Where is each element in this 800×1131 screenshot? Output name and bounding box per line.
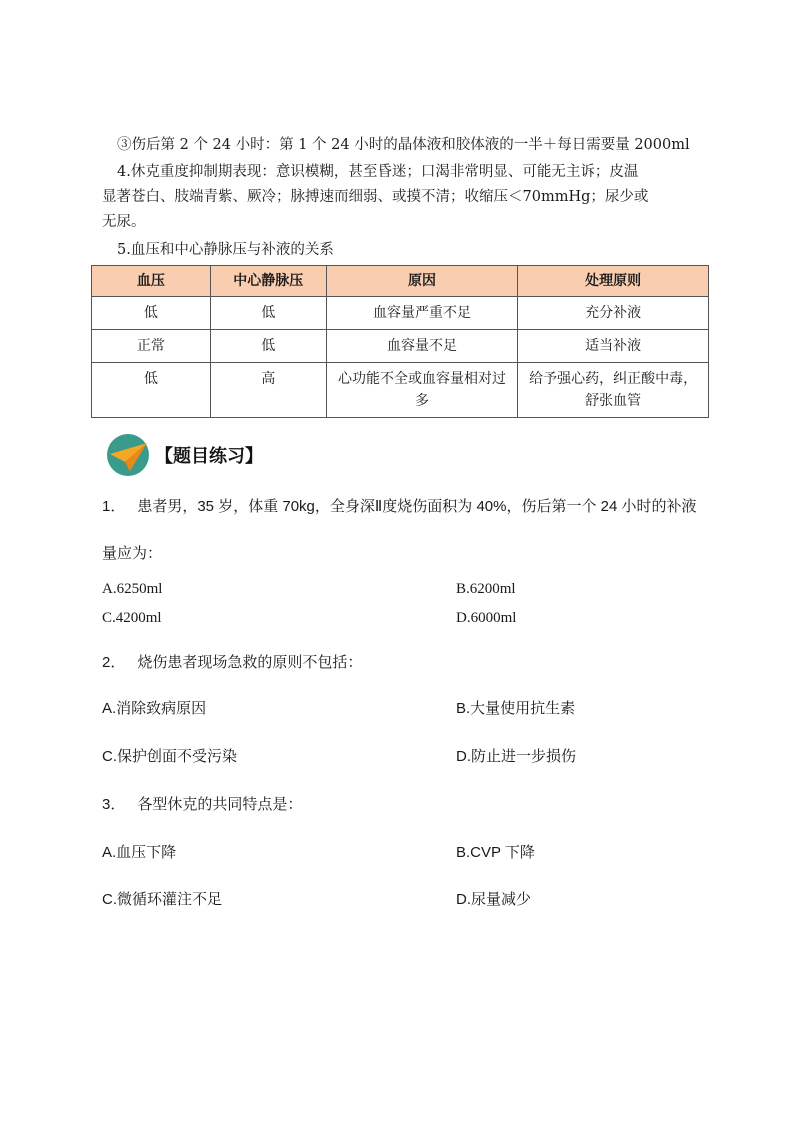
table-row [92,297,709,330]
table-cell: 充分补液 [518,297,709,330]
question-number: 3． [102,796,126,813]
table-cell: 血容量不足 [326,330,518,363]
note-paragraph-4-line: 4.休克重度抑制期表现：意识模糊，甚至昏迷；口渴非常明显、可能无主诉；皮温 [117,164,639,180]
question-text: 烧伤患者现场急救的原则不包括： [137,654,363,671]
table-cell: 低 [92,297,211,330]
question-number: 2． [102,654,126,671]
option-b[interactable]: B.大量使用抗生素 [456,700,576,717]
bp-cvp-table [91,265,709,418]
table-cell: 正常 [92,330,211,363]
option-b[interactable]: B.6200ml [456,581,516,597]
table-cell: 低 [210,330,326,363]
option-a[interactable]: A.消除致病原因 [102,700,207,717]
table-header-row [92,266,709,297]
note-paragraph-4 [102,160,702,235]
note-paragraph-4-line: 显著苍白、肢端青紫、厥冷；脉搏速而细弱、或摸不清；收缩压＜70mmHg；尿少或 [102,189,649,205]
table-cell: 给予强心药，纠正酸中毒，舒张血管 [518,363,709,418]
table-row [92,330,709,363]
option-a[interactable]: A.6250ml [102,581,163,597]
table-header-cell: 处理原则 [518,266,709,297]
section-title: 【题目练习】 [155,446,263,467]
table-cell: 心功能不全或血容量相对过多 [326,363,518,418]
option-d[interactable]: D.6000ml [456,610,517,626]
option-c[interactable]: C.保护创面不受污染 [102,748,238,765]
table-cell: 低 [92,363,211,418]
paper-plane-icon [105,432,151,478]
question-1 [102,495,697,516]
table-header-cell: 中心静脉压 [210,266,326,297]
option-d[interactable]: D.防止进一步损伤 [456,748,577,765]
question-1-continuation: 量应为： [102,545,163,562]
option-b[interactable]: B.CVP 下降 [456,844,535,861]
option-c[interactable]: C.微循环灌注不足 [102,891,223,908]
table-cell: 高 [210,363,326,418]
question-number: 1． [102,498,126,515]
option-d[interactable]: D.尿量减少 [456,891,532,908]
question-2 [102,651,362,672]
question-text: 各型休克的共同特点是： [137,796,303,813]
question-3 [102,793,302,814]
note-paragraph-4-line: 无尿。 [102,214,146,230]
note-line-3: ③伤后第 2 个 24 小时：第 1 个 24 小时的晶体液和胶体液的一半＋每日需要量 2000ml [117,137,690,153]
table-row [92,363,709,418]
option-a[interactable]: A.血压下降 [102,844,177,861]
note-line-5: 5.血压和中心静脉压与补液的关系 [117,242,334,258]
section-header [105,432,505,478]
question-text: 患者男，35 岁，体重 70kg，全身深Ⅱ度烧伤面积为 40%，伤后第一个 24 小时的补液 [137,498,697,515]
table-header-cell: 血压 [92,266,211,297]
table-header-cell: 原因 [326,266,518,297]
table-cell: 低 [210,297,326,330]
option-c[interactable]: C.4200ml [102,610,162,626]
table-cell: 血容量严重不足 [326,297,518,330]
table-cell: 适当补液 [518,330,709,363]
